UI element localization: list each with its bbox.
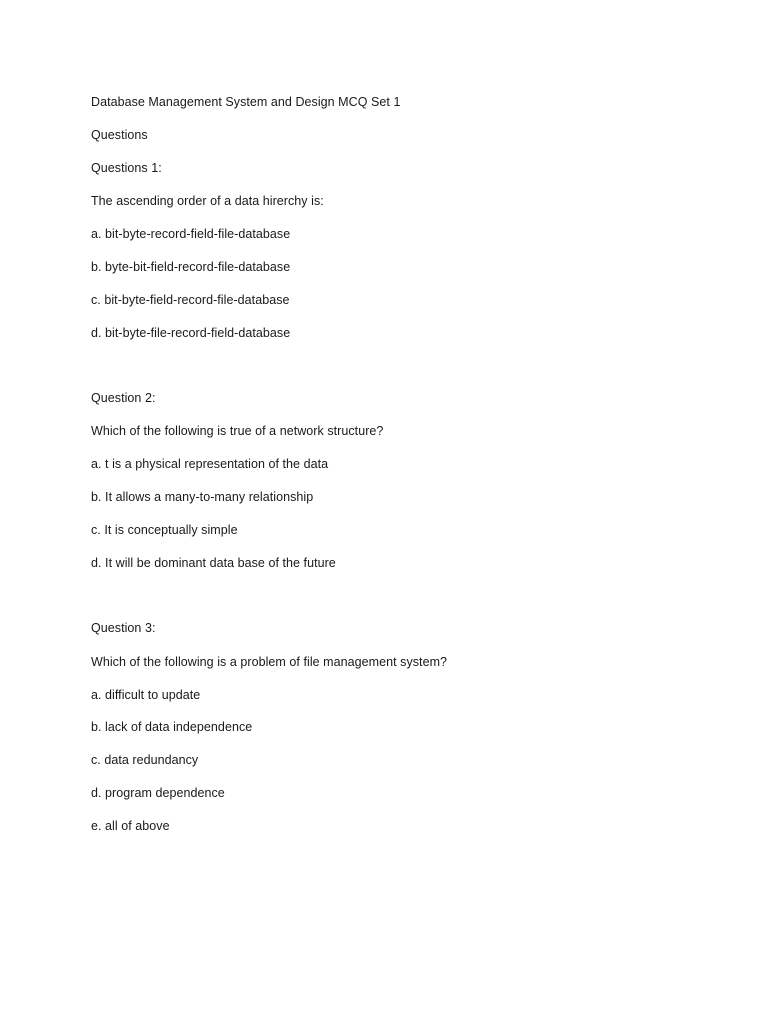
question-3-option-d: d. program dependence [91, 786, 225, 800]
question-3-text: Which of the following is a problem of file management system? [91, 655, 448, 669]
question-1-text: The ascending order of a data hirerchy is: [91, 194, 324, 208]
question-3-option-c: c. data redundancy [91, 753, 199, 767]
section-heading: Questions [91, 128, 148, 142]
question-2-option-c: c. It is conceptually simple [91, 523, 238, 537]
question-3-label: Question 3: [91, 621, 156, 635]
question-2-option-b: b. It allows a many-to-many relationship [91, 490, 314, 504]
question-1-option-b: b. byte-bit-field-record-file-database [91, 260, 291, 274]
document-title: Database Management System and Design MCQ Set 1 [91, 95, 401, 109]
question-2-option-a: a. t is a physical representation of the data [91, 457, 329, 471]
question-2-label: Question 2: [91, 391, 156, 405]
question-1-option-a: a. bit-byte-record-field-file-database [91, 227, 291, 241]
question-3-option-a: a. difficult to update [91, 688, 201, 702]
question-1-label: Questions 1: [91, 161, 162, 175]
question-1-option-d: d. bit-byte-file-record-field-database [91, 326, 291, 340]
question-3-option-b: b. lack of data independence [91, 720, 253, 734]
question-3-option-e: e. all of above [91, 819, 170, 833]
question-2-text: Which of the following is true of a network structure? [91, 424, 384, 438]
question-2-option-d: d. It will be dominant data base of the future [91, 556, 336, 570]
question-1-option-c: c. bit-byte-field-record-file-database [91, 293, 290, 307]
